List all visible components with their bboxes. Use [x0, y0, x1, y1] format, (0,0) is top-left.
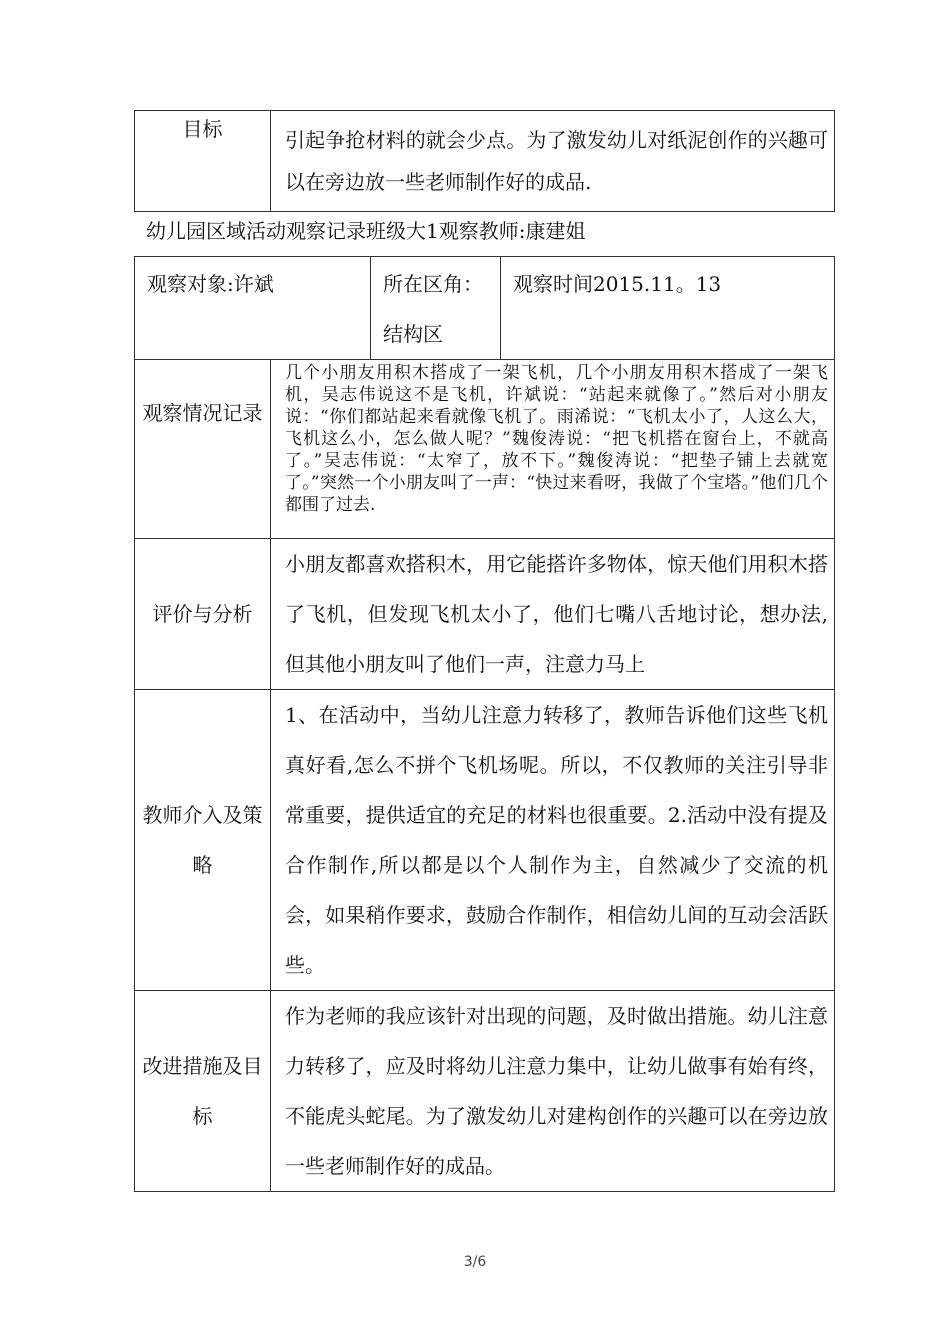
record-cell [271, 360, 835, 539]
observation-record-table [134, 256, 835, 1192]
goal-row [135, 111, 835, 212]
header-row [135, 257, 835, 360]
record-label: 观察情况记录 [135, 360, 271, 539]
analysis-cell [271, 539, 835, 690]
goal-text: 引起争抢材料的就会少点。为了激发幼儿对纸泥创作的兴趣可以在旁边放一些老师制作好的成品. [271, 111, 835, 212]
previous-record-table [134, 110, 835, 212]
strategy-cell [271, 690, 835, 991]
record-text: 几个小朋友用积木搭成了一架飞机，几个小朋友用积木搭成了一架飞机，吴志伟说这不是飞机，许斌说：“站起来就像了。”然后对小朋友说：“你们都站起来看就像飞机了。雨浠说：“飞机太小了，人这么大，飞机这么小，怎么做人呢？”魏俊涛说：“把飞机搭在窗台上，不就高了。”吴志伟说：“太窄了，放不下。”魏俊涛说：“把垫子铺上去就宽了。”突然一个小朋友叫了一声：“快过来看呀，我做了个宝塔。”他们几个都围了过去. [285, 363, 828, 515]
record-heading: 幼儿园区域活动观察记录班级大1观察教师:康建姐 [146, 219, 586, 243]
observation-subject: 观察对象:许斌 [135, 257, 371, 360]
improve-label: 改进措施及目标 [135, 991, 271, 1192]
improve-cell [271, 991, 835, 1192]
record-row [135, 360, 835, 539]
improve-text: 作为老师的我应该针对出现的问题，及时做出措施。幼儿注意力转移了，应及时将幼儿注意力集中，让幼儿做事有始有终，不能虎头蛇尾。为了激发幼儿对建构创作的兴趣可以在旁边放一些老师制作好的成品。 [285, 1004, 828, 1178]
goal-label: 目标 [135, 111, 271, 212]
analysis-label: 评价与分析 [135, 539, 271, 690]
strategy-row [135, 690, 835, 991]
page-number: 3/6 [463, 1254, 487, 1270]
strategy-text: 1、在活动中，当幼儿注意力转移了，教师告诉他们这些飞机真好看,怎么不拼个飞机场呢。所以，不仅教师的关注引导非常重要，提供适宜的充足的材料也很重要。2.活动中没有提及合作制作,所以都是以个人制作为主，自然减少了交流的机会，如果稍作要求，鼓励合作制作，相信幼儿间的互动会活跃些。 [285, 703, 828, 977]
analysis-text: 小朋友都喜欢搭积木，用它能搭许多物体，惊天他们用积木搭了飞机，但发现飞机太小了，他们七嘴八舌地讨论，想办法,但其他小朋友叫了他们一声，注意力马上 [285, 552, 828, 676]
improve-row [135, 991, 835, 1192]
observation-area [371, 257, 501, 360]
area-text: 所在区角：结构区 [383, 272, 483, 346]
analysis-row [135, 539, 835, 690]
observation-time: 观察时间2015.11。13 [501, 257, 835, 360]
strategy-label: 教师介入及策略 [135, 690, 271, 991]
